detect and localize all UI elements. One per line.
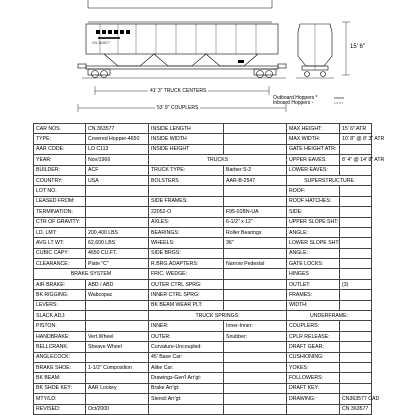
spec-cell: FRIC. WEDGE:: [149, 269, 224, 279]
spec-cell: [86, 196, 149, 206]
spec-cell: ABD / ABD: [86, 279, 149, 289]
spec-row: [34, 259, 372, 269]
spec-cell: UPPER EAVES:: [287, 155, 340, 165]
spec-cell: Inner-Inner:: [224, 321, 287, 331]
spec-cell: AAR CODE:: [34, 144, 86, 154]
spec-cell: [86, 321, 149, 331]
spec-cell: [340, 352, 372, 362]
spec-cell: HINGES: [287, 269, 340, 279]
spec-cell: LO C113: [86, 144, 149, 154]
spec-cell: CAR NOS.: [34, 124, 86, 134]
spec-cell: Stencil Arr'gt:: [149, 394, 224, 404]
spec-cell: AXLES:: [149, 217, 224, 227]
spec-cell: [340, 373, 372, 383]
spec-sheet-table: [33, 123, 385, 415]
spec-cell: [224, 186, 287, 196]
spec-cell: [86, 207, 149, 217]
spec-cell: SLACK ADJ:: [34, 311, 86, 321]
spec-row: [34, 124, 372, 134]
spec-cell: MAX WIDTH:: [287, 134, 340, 144]
spec-row: [34, 207, 372, 217]
spec-cell: [340, 186, 372, 196]
spec-cell: [224, 394, 287, 404]
spec-cell: [340, 207, 372, 217]
spec-cell: (3): [340, 279, 372, 289]
spec-cell: [224, 248, 287, 258]
spec-cell: LEVERS:: [34, 300, 86, 310]
spec-cell: [340, 248, 372, 258]
spec-row: [34, 383, 372, 393]
spec-cell: OUTLET:: [287, 279, 340, 289]
spec-cell: [224, 362, 287, 372]
spec-cell: ROOF HATCHES:: [287, 196, 340, 206]
spec-cell: REVISED:: [34, 404, 86, 414]
spec-cell: [340, 269, 372, 279]
spec-cell: [340, 321, 372, 331]
spec-cell: AIR BRAKE:: [34, 279, 86, 289]
spec-cell: COUPLERS:: [287, 321, 340, 331]
spec-cell: DRAFT GEAR:: [287, 342, 340, 352]
spec-cell: [224, 383, 287, 393]
spec-row: [34, 311, 372, 321]
section-header: BRAKE SYSTEM: [34, 269, 149, 279]
spec-row: [34, 217, 372, 227]
spec-cell: OUTER:: [149, 331, 224, 341]
spec-cell: BELLCRANK:: [34, 342, 86, 352]
spec-cell: ANGLE:: [287, 248, 340, 258]
spec-cell: Curvature-Uncoupled:: [149, 342, 224, 352]
spec-cell: WHEELS:: [149, 238, 224, 248]
spec-cell: Narrow Pedestal: [224, 259, 287, 269]
car-end-view: [296, 24, 334, 78]
spec-cell: [340, 362, 372, 372]
spec-cell: CN 363577: [340, 404, 372, 414]
spec-cell: 22052-O: [149, 207, 224, 217]
spec-cell: [224, 373, 287, 383]
spec-cell: INSIDE HEIGHT: [149, 144, 224, 154]
spec-cell: [340, 196, 372, 206]
spec-cell: [86, 352, 149, 362]
spec-cell: GATE LOCKS:: [287, 259, 340, 269]
spec-cell: HANDBRAKE:: [34, 331, 86, 341]
spec-cell: AVG LT WT:: [34, 238, 86, 248]
spec-row: [34, 196, 372, 206]
outboard-hoppers-legend: Outboard Hoppers *: [273, 95, 318, 101]
spec-cell: 10' 8" @ 8' 3" ATR: [340, 134, 372, 144]
spec-cell: BK BEAM WEAR PLT:: [149, 300, 224, 310]
spec-cell: Sheave Wheel: [86, 342, 149, 352]
spec-cell: [340, 300, 372, 310]
couplers-length-label: 53' 9" COUPLERS: [157, 105, 199, 111]
spec-cell: [86, 394, 149, 404]
spec-cell: ANGLECOCK:: [34, 352, 86, 362]
spec-cell: PISTON:: [34, 321, 86, 331]
spec-cell: [86, 311, 149, 321]
spec-cell: Drawings-Gen'l Arr'gt:: [149, 373, 224, 383]
inboard-hoppers-legend: Inboard Hoppers -: [273, 100, 314, 106]
spec-cell: LOWER EAVES:: [287, 165, 340, 175]
spec-cell: LOWER SLOPE SHT:: [287, 238, 340, 248]
spec-row: [34, 269, 372, 279]
spec-cell: Plate "C": [86, 259, 149, 269]
spec-cell: WIDTH:: [287, 300, 340, 310]
spec-cell: 6-1/2" x 12": [224, 217, 287, 227]
spec-row: [34, 290, 372, 300]
car-reporting-marks: CN 363577: [92, 41, 110, 45]
spec-row: [34, 248, 372, 258]
hopper-legend-marks: [334, 98, 344, 103]
spec-cell: CLEARANCE:: [34, 259, 86, 269]
spec-cell: [86, 300, 149, 310]
spec-cell: [340, 227, 372, 237]
spec-cell: 4650 CU.FT.: [86, 248, 149, 258]
spec-cell: DRAWING:: [287, 394, 340, 404]
section-header: TRUCKS: [149, 155, 287, 165]
spec-cell: Vert.Wheel: [86, 331, 149, 341]
section-header: TRUCK SPRINGS:: [149, 311, 287, 321]
spec-cell: ACF: [86, 165, 149, 175]
spec-cell: INNER:: [149, 321, 224, 331]
spec-cell: MTY/LD:: [34, 394, 86, 404]
spec-cell: TERMINATION:: [34, 207, 86, 217]
spec-cell: [340, 144, 372, 154]
max-height-label: 15' 6": [350, 44, 365, 50]
spec-row: [34, 300, 372, 310]
spec-cell: Nov/1966: [86, 155, 149, 165]
section-header: UNDERFRAME:: [287, 311, 372, 321]
spec-cell: F95-01BN-UA: [224, 207, 287, 217]
spec-cell: FOLLOWERS:: [287, 373, 340, 383]
spec-cell: LOT NO.: [34, 186, 86, 196]
spec-cell: 200,400 LBS: [86, 227, 149, 237]
spec-cell: Brake Arr'gt:: [149, 383, 224, 393]
spec-cell: BK RIGGING:: [34, 290, 86, 300]
spec-cell: YEAR:: [34, 155, 86, 165]
spec-row: [34, 321, 372, 331]
spec-cell: LD. LMT:: [34, 227, 86, 237]
spec-cell: 1-1/2" Composition: [86, 362, 149, 372]
spec-row: [34, 394, 372, 404]
spec-cell: CN 363577: [86, 124, 149, 134]
spec-cell: [340, 290, 372, 300]
spec-cell: AAR-B-2547: [224, 175, 287, 185]
spec-cell: [224, 342, 287, 352]
spec-row: [34, 373, 372, 383]
spec-row: [34, 134, 372, 144]
spec-cell: [224, 269, 287, 279]
spec-row: [34, 404, 372, 414]
spec-cell: [149, 404, 224, 414]
spec-cell: Oct/2000: [86, 404, 149, 414]
spec-row: [34, 342, 372, 352]
spec-cell: CUBIC CAPY:: [34, 248, 86, 258]
spec-cell: 15' 6" ATR: [340, 124, 372, 134]
spec-cell: COUNTRY:: [34, 175, 86, 185]
spec-row: [34, 331, 372, 341]
spec-cell: [340, 342, 372, 352]
spec-cell: [224, 300, 287, 310]
spec-cell: OUTER CTRL SPRG:: [149, 279, 224, 289]
spec-cell: [224, 352, 287, 362]
spec-row: [34, 175, 372, 185]
spec-cell: BK SHOE KEY:: [34, 383, 86, 393]
spec-cell: [340, 259, 372, 269]
spec-cell: MAX HEIGHT:: [287, 124, 340, 134]
spec-cell: 45' Base Car:: [149, 352, 224, 362]
spec-cell: YOKES:: [287, 362, 340, 372]
spec-cell: AAR Lockey: [86, 383, 149, 393]
spec-cell: Wabcopac: [86, 290, 149, 300]
spec-cell: USA: [86, 175, 149, 185]
spec-cell: BEARINGS:: [149, 227, 224, 237]
car-side-elevation-drawing: [0, 0, 400, 122]
spec-cell: [149, 186, 224, 196]
spec-cell: BRAKE SHOE:: [34, 362, 86, 372]
spec-row: [34, 279, 372, 289]
spec-cell: [340, 331, 372, 341]
spec-cell: ANGLE:: [287, 227, 340, 237]
truck-centers-label: 41' 3" TRUCK CENTERS: [150, 88, 207, 94]
spec-cell: [224, 124, 287, 134]
spec-cell: [340, 217, 372, 227]
spec-cell: INSIDE WIDTH: [149, 134, 224, 144]
spec-cell: LEASED FROM:: [34, 196, 86, 206]
spec-row: [34, 155, 372, 165]
spec-cell: 8' 4" @ 14' 8" ATR: [340, 155, 372, 165]
section-header: SUPERSTRUCTURE: [287, 175, 372, 185]
spec-cell: ROOF:: [287, 186, 340, 196]
spec-cell: FRAMES:: [287, 290, 340, 300]
spec-cell: [224, 279, 287, 289]
spec-cell: Snubber:: [224, 331, 287, 341]
spec-cell: CN363577 CAD: [340, 394, 372, 404]
spec-cell: UPPER SLOPE SHT:: [287, 217, 340, 227]
spec-cell: [340, 383, 372, 393]
spec-row: [34, 238, 372, 248]
spec-cell: [224, 290, 287, 300]
spec-cell: [224, 196, 287, 206]
spec-cell: [340, 165, 372, 175]
spec-cell: [86, 186, 149, 196]
spec-cell: Barber S-2: [224, 165, 287, 175]
spec-cell: Covered Hopper-4650: [86, 134, 149, 144]
spec-cell: BUILDER:: [34, 165, 86, 175]
spec-cell: [86, 217, 149, 227]
spec-cell: SIDE BRGS:: [149, 248, 224, 258]
spec-cell: TYPE:: [34, 134, 86, 144]
spec-cell: [224, 404, 287, 414]
spec-cell: [287, 404, 340, 414]
spec-row: [34, 352, 372, 362]
spec-cell: INSIDE LENGTH: [149, 124, 224, 134]
spec-row: [34, 165, 372, 175]
spec-cell: [224, 144, 287, 154]
spec-cell: TRUCK TYPE:: [149, 165, 224, 175]
spec-cell: 62,600 LBS: [86, 238, 149, 248]
spec-cell: [86, 373, 149, 383]
spec-row: [34, 186, 372, 196]
spec-cell: CUSHIONING:: [287, 352, 340, 362]
spec-cell: BOLSTERS: [149, 175, 224, 185]
spec-cell: BK BEAM:: [34, 373, 86, 383]
spec-cell: Alike Car:: [149, 362, 224, 372]
spec-row: [34, 362, 372, 372]
spec-cell: [224, 134, 287, 144]
spec-cell: INNER CTRL SPRG:: [149, 290, 224, 300]
spec-cell: GATE HEIGHT ATR:: [287, 144, 340, 154]
spec-cell: DRAFT KEY:: [287, 383, 340, 393]
spec-row: [34, 144, 372, 154]
spec-cell: 36": [224, 238, 287, 248]
spec-cell: [340, 238, 372, 248]
spec-cell: SIDE:: [287, 207, 340, 217]
spec-cell: CPLR RELEASE:: [287, 331, 340, 341]
spec-cell: Roller Bearings: [224, 227, 287, 237]
spec-cell: R.BRG.ADAPTERS:: [149, 259, 224, 269]
spec-cell: CTR OF GRAVITY:: [34, 217, 86, 227]
spec-cell: SIDE FRAMES:: [149, 196, 224, 206]
spec-row: [34, 227, 372, 237]
